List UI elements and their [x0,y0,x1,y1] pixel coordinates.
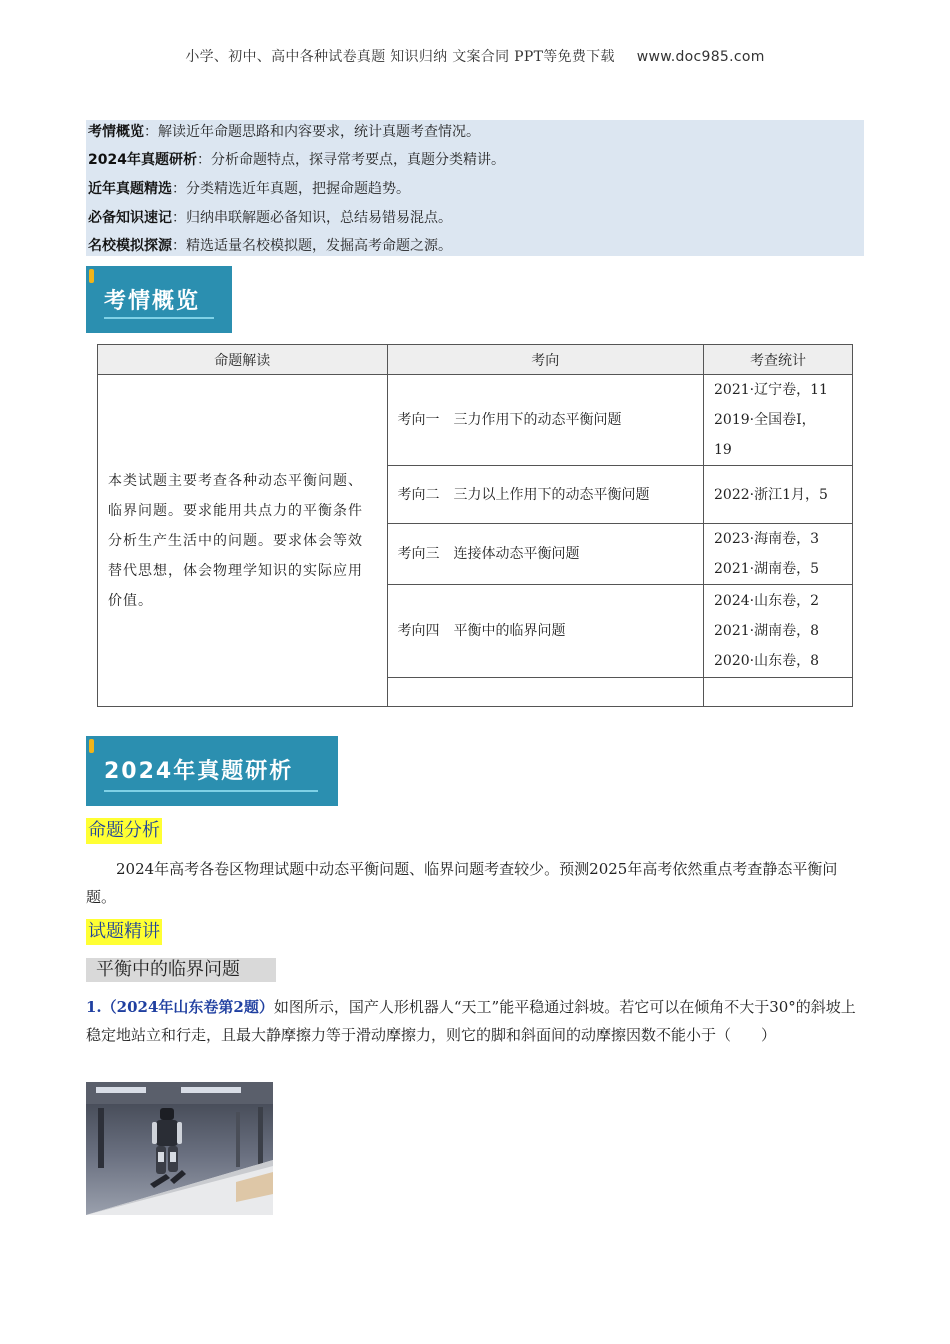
banner-title: 2024年真题研析 [104,759,294,784]
intro-line: 近年真题精选：分类精选近年真题，把握命题趋势。 [88,181,410,197]
desc-cell: 本类试题主要考查各种动态平衡问题、临界问题。要求能用共点力的平衡条件分析生产生活中的问题。要求体会等效替代思想，体会物理学知识的实际应用价值。 [98,375,388,707]
stat-cell: 2021·辽宁卷，11 2019·全国卷Ⅰ， 19 [704,375,853,466]
table-header: 考向 [387,345,703,375]
intro-line: 名校模拟探源：精选适量名校模拟题，发掘高考命题之源。 [88,238,452,254]
header-text: 小学、初中、高中各种试卷真题 知识归纳 文案合同 PPT等免费下载 [185,49,615,65]
section-banner-2024 [86,736,338,806]
table-header-row [98,345,853,375]
table-header: 命题解读 [98,345,388,375]
stat-cell: 2024·山东卷，2 2021·湖南卷，8 2020·山东卷，8 [704,585,853,678]
section-title: 平衡中的临界问题 [86,958,276,982]
direction-cell: 考向一 三力作用下的动态平衡问题 [387,375,703,466]
question-paragraph [86,993,864,1049]
question-text: 如图所示，国产人形机器人“天工”能平稳通过斜坡。若它可以在倾角不大于30°的斜坡上稳定地站立和行走，且最大静摩擦力等于滑动摩擦力，则它的脚和斜面间的动摩擦因数不能小于（ ） [86,998,856,1044]
stat-cell: 2022·浙江1月，5 [704,466,853,524]
robot-on-slope-image [86,1082,273,1215]
section-banner-overview [86,266,232,333]
table-row [98,375,853,466]
banner-tab-mark [89,739,94,753]
table-header: 考查统计 [704,345,853,375]
direction-cell: 考向二 三力以上作用下的动态平衡问题 [387,466,703,524]
empty-cell [704,678,853,707]
lecture-label: 试题精讲 [86,919,162,945]
question-source: （2024年山东卷第2题） [101,998,274,1016]
overview-table [97,344,853,707]
question-number: 1. [86,998,102,1016]
banner-tab-mark [89,269,94,283]
intro-line: 2024年真题研析：分析命题特点，探寻常考要点，真题分类精讲。 [88,152,505,168]
direction-cell: 考向四 平衡中的临界问题 [387,585,703,678]
empty-cell [387,678,703,707]
analysis-label: 命题分析 [86,818,162,844]
intro-line: 考情概览：解读近年命题思路和内容要求，统计真题考查情况。 [88,124,480,140]
intro-line: 必备知识速记：归纳串联解题必备知识，总结易错易混点。 [88,210,452,226]
banner-underline [104,317,214,319]
direction-cell: 考向三 连接体动态平衡问题 [387,524,703,585]
banner-underline [104,790,318,792]
header-url[interactable]: www.doc985.com [636,49,765,65]
robot-photo [86,1082,273,1215]
intro-box [86,120,864,256]
banner-title: 考情概览 [104,289,201,314]
analysis-paragraph: 2024年高考各卷区物理试题中动态平衡问题、临界问题考查较少。预测2025年高考依然重点考查静态平衡问题。 [86,860,838,906]
page-header [0,46,950,66]
stat-cell: 2023·海南卷，3 2021·湖南卷，5 [704,524,853,585]
